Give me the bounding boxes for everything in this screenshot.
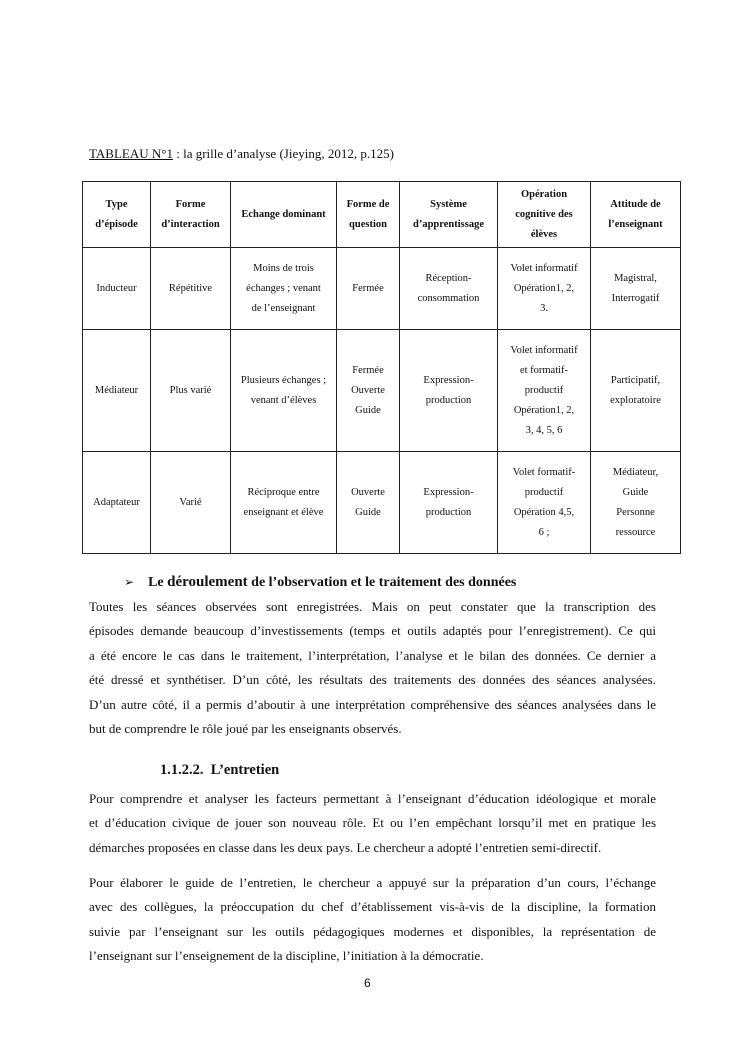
- table-cell-line: Médiateur,: [612, 466, 659, 478]
- table-row: [83, 452, 681, 554]
- header-cell: [83, 182, 151, 248]
- table-cell-line: production: [425, 506, 472, 518]
- table-cell-line: enseignant et élève: [243, 506, 324, 518]
- table-cell-line: Répétitive: [168, 282, 213, 294]
- table-cell: [337, 248, 400, 330]
- table-cell: [400, 452, 498, 554]
- header-cell: [498, 182, 591, 248]
- table-cell: [498, 452, 591, 554]
- paragraph-line: but de comprendre le rôle joué par les enseignants observés.: [89, 721, 402, 737]
- table-cell-line: consommation: [417, 292, 480, 304]
- paragraph-observation: [89, 595, 656, 741]
- table-header-row: [83, 182, 681, 248]
- table-cell-line: Fermée: [352, 282, 384, 294]
- paragraph-line: D’un autre côté, il a permis d’aboutir à une interprétation compréhensive des séances analysées dans le: [89, 696, 656, 712]
- table-cell: [151, 330, 231, 452]
- paragraph-line: épisodes demande beaucoup d’investissements (temps et outils adaptés pour l’enregistrement). Ce qui: [89, 623, 656, 639]
- paragraph-interview-guide: [89, 871, 656, 969]
- header-cell-line: question: [349, 218, 387, 230]
- paragraph-line: Pour comprendre et analyser les facteurs permettant à l’enseignant d’éducation idéologique et morale: [89, 791, 656, 806]
- header-cell: [337, 182, 400, 248]
- table-cell: [151, 452, 231, 554]
- section-heading: [160, 762, 279, 779]
- table-caption: [89, 146, 394, 162]
- table-cell-line: Volet informatif: [510, 344, 578, 356]
- table-cell: [231, 248, 337, 330]
- header-cell: [400, 182, 498, 248]
- table-cell-line: Expression-: [423, 486, 474, 498]
- table-cell-line: Opération1, 2,: [513, 282, 575, 294]
- table-cell: [591, 452, 681, 554]
- table-caption-label: TABLEAU N°1: [89, 146, 173, 161]
- table-row: [83, 330, 681, 452]
- table-cell: [498, 330, 591, 452]
- header-cell-line: d’apprentissage: [413, 218, 484, 230]
- header-cell-line: Type: [105, 198, 128, 210]
- table-cell-line: Volet formatif-: [512, 466, 576, 478]
- table-cell: [231, 330, 337, 452]
- table-cell: [337, 330, 400, 452]
- table-cell-line: Médiateur: [94, 384, 139, 396]
- table-caption-text: : la grille d’analyse (Jieying, 2012, p.125): [172, 146, 394, 161]
- section-number: 1.1.2.2.: [160, 762, 204, 778]
- table-cell-line: Personne: [616, 506, 655, 518]
- header-cell-line: d’épisode: [95, 218, 138, 230]
- table-cell-line: et formatif-: [519, 364, 569, 376]
- analysis-grid-table: [82, 181, 681, 554]
- table-cell-line: Réception-: [425, 272, 472, 284]
- paragraph-line: avec des collègues, la préoccupation du chef d’établissement vis-à-vis de la discipline, la formation: [89, 899, 656, 915]
- table-cell-line: productif: [524, 384, 564, 396]
- paragraph-line: suivie par l’enseignant sur les outils pédagogiques modernes et disponibles, la représentation de: [89, 923, 656, 939]
- page-number: 6: [364, 976, 371, 990]
- table-cell: [83, 248, 151, 330]
- bullet-heading: [124, 574, 516, 591]
- header-cell: [151, 182, 231, 248]
- paragraph-line: Pour élaborer le guide de l’entretien, le chercheur a appuyé sur la préparation d’un cours, l’échange: [89, 875, 656, 890]
- table-cell-line: 3, 4, 5, 6: [525, 424, 563, 436]
- table-cell-line: Plus varié: [169, 384, 212, 396]
- header-cell: [591, 182, 681, 248]
- table-cell-line: ressource: [615, 526, 656, 538]
- paragraph-line: été dressé et synthétiser. D’un côté, les résultats des traitements des données des séances analysées.: [89, 672, 656, 688]
- table-cell-line: Magistral,: [614, 272, 657, 284]
- header-cell-line: l’enseignant: [608, 218, 663, 230]
- table-cell: [591, 330, 681, 452]
- table-cell-line: Guide: [355, 404, 381, 416]
- table-cell: [591, 248, 681, 330]
- table-cell: [151, 248, 231, 330]
- table-cell-line: Opération 4,5,: [513, 506, 575, 518]
- table-cell-line: Volet informatif: [510, 262, 578, 274]
- header-cell-line: Système: [430, 198, 467, 210]
- table-cell-line: 6 ;: [538, 526, 550, 538]
- header-cell-line: Attitude de: [610, 198, 661, 210]
- table-cell-line: Moins de trois: [253, 262, 314, 274]
- arrow-bullet-icon: ➢: [124, 575, 135, 589]
- table-cell-line: Ouverte: [351, 384, 385, 396]
- table-cell-line: Guide: [355, 506, 381, 518]
- table-cell-line: venant d’élèves: [250, 394, 317, 406]
- header-cell-line: élèves: [530, 228, 558, 240]
- table-cell-line: de l’enseignant: [251, 302, 316, 314]
- paragraph-line: et d’éducation civique de jouer son nouveau rôle. Et ou l’en empêchant lorsqu’il met en pratique les: [89, 815, 656, 831]
- table-cell-line: Varié: [179, 496, 202, 508]
- table-cell-line: exploratoire: [610, 394, 661, 406]
- table-cell-line: échanges ; venant: [246, 282, 321, 294]
- table-cell: [498, 248, 591, 330]
- header-cell-line: d’interaction: [161, 218, 220, 230]
- section-title: L’entretien: [210, 762, 280, 778]
- paragraph-line: Toutes les séances observées sont enregistrées. Mais on peut constater que la transcription des: [89, 599, 656, 614]
- bullet-heading-emphasis: déroulement: [167, 574, 248, 590]
- header-cell-line: Forme de: [346, 198, 390, 210]
- table-cell-line: productif: [524, 486, 564, 498]
- paragraph-line: l’enseignant sur l’enseignement de la discipline, l’initiation à la démocratie.: [89, 948, 484, 964]
- header-cell-line: Echange dominant: [241, 208, 326, 220]
- table-cell-line: Ouverte: [351, 486, 385, 498]
- table-cell-line: Participatif,: [610, 374, 661, 386]
- paragraph-line: a été encore le cas dans le traitement, l’interprétation, l’analyse et le bilan des données. Ce dernier a: [89, 647, 656, 663]
- table-cell-line: Plusieurs échanges ;: [240, 374, 327, 386]
- table-cell-line: Réciproque entre: [247, 486, 320, 498]
- bullet-heading-lead: Le: [148, 575, 168, 590]
- table-cell: [400, 330, 498, 452]
- table-cell-line: Interrogatif: [611, 292, 660, 304]
- table-cell-line: Inducteur: [96, 282, 137, 294]
- table-cell: [337, 452, 400, 554]
- bullet-heading-rest: de l’observation et le traitement des données: [247, 575, 517, 590]
- table-cell: [83, 452, 151, 554]
- paragraph-interview-purpose: [89, 787, 656, 860]
- table-cell-line: Opération1, 2,: [513, 404, 575, 416]
- table-cell-line: production: [425, 394, 472, 406]
- table-cell-line: Adaptateur: [93, 496, 140, 508]
- header-cell: [231, 182, 337, 248]
- header-cell-line: Forme: [175, 198, 206, 210]
- table-cell-line: Fermée: [352, 364, 384, 376]
- paragraph-line: démarches proposées en classe dans les deux pays. Le chercheur a adopté l’entretien semi-directif.: [89, 839, 602, 855]
- header-cell-line: cognitive des: [515, 208, 573, 220]
- table-cell-line: Guide: [622, 486, 649, 498]
- table-cell-line: Expression-: [423, 374, 474, 386]
- table-cell: [400, 248, 498, 330]
- header-cell-line: Opération: [520, 188, 568, 200]
- table-cell-line: 3.: [540, 302, 548, 314]
- table-row: [83, 248, 681, 330]
- table-cell: [83, 330, 151, 452]
- table-cell: [231, 452, 337, 554]
